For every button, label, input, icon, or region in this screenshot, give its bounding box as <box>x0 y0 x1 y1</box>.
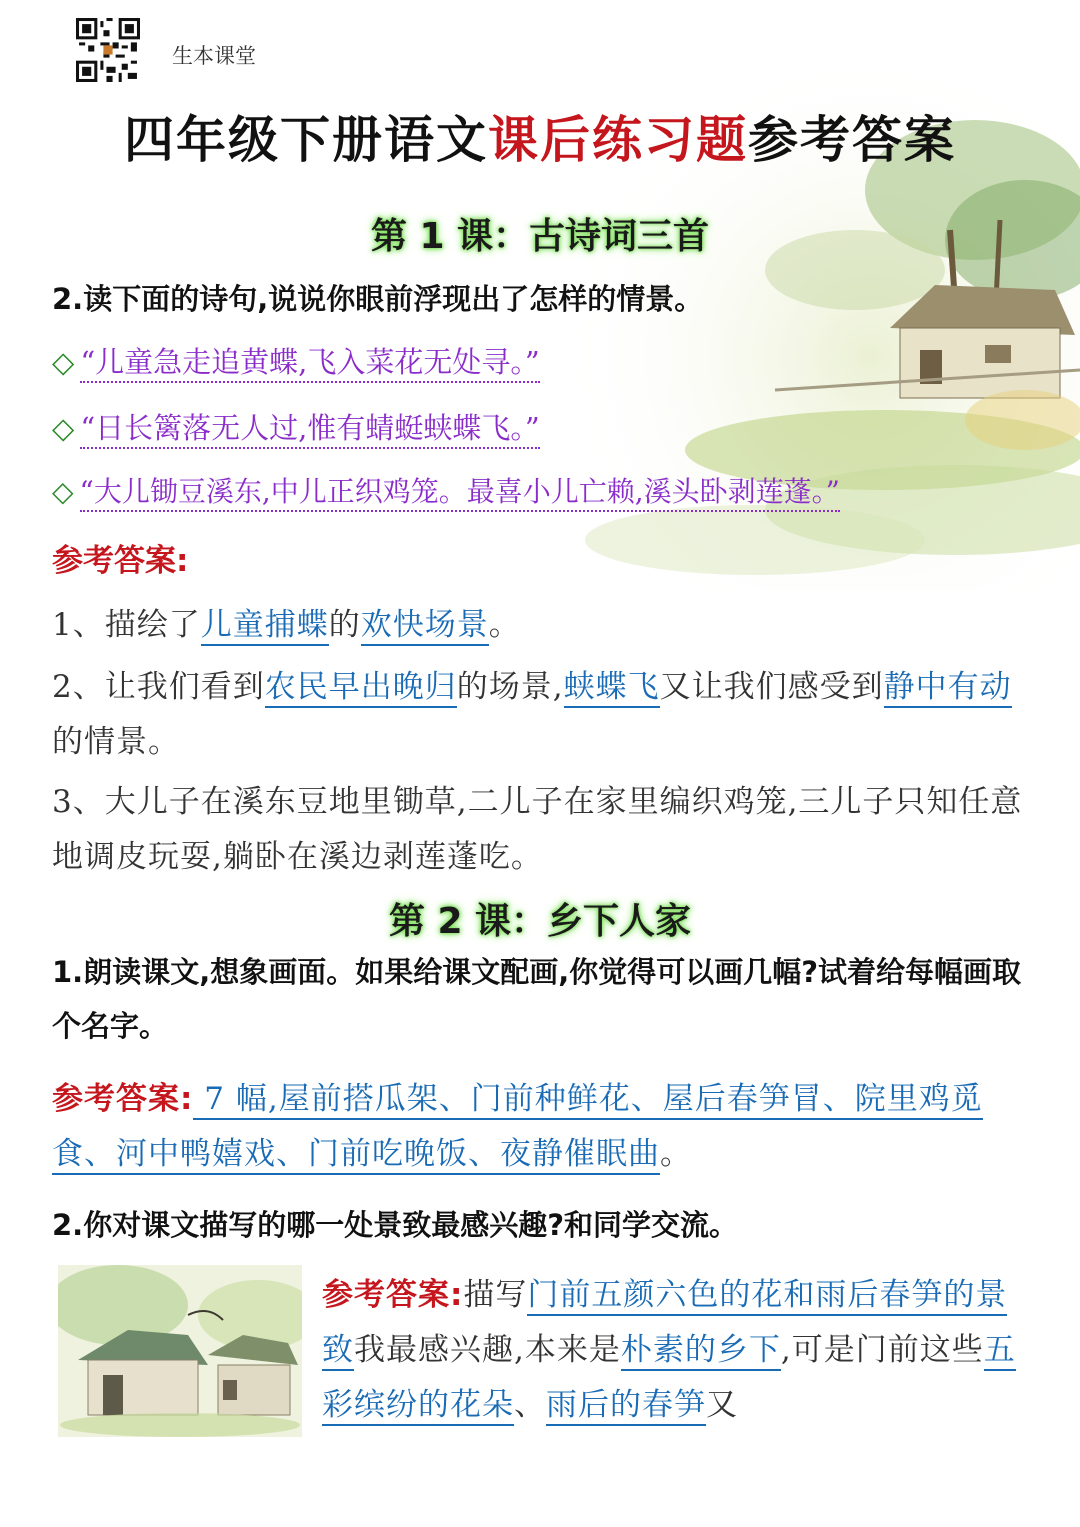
answer-text: 描写 <box>463 1277 528 1313</box>
title-part2: 参考答案 <box>748 111 956 169</box>
answer-text: 我最感兴趣,本来是 <box>354 1332 621 1368</box>
answer-text: 。 <box>660 1136 692 1172</box>
answer-2 <box>52 660 1042 770</box>
poem-text: “日长篱落无人过,惟有蜻蜓蛱蝶飞。” <box>80 411 539 449</box>
diamond-icon: ◇ <box>52 475 74 508</box>
answer-text: ,可是门前这些 <box>780 1332 984 1368</box>
answer-keyword: 雨后的春笋 <box>546 1387 706 1426</box>
diamond-icon: ◇ <box>52 345 75 379</box>
page-title <box>0 100 1080 172</box>
village-illustration <box>58 1265 302 1437</box>
answer-keyword: 蛱蝶飞 <box>564 669 660 708</box>
reference-answer-label: 参考答案: <box>52 1081 194 1117</box>
lesson2-answer-1 <box>52 1072 1042 1182</box>
answer-text: 又 <box>706 1387 738 1423</box>
answer-keyword: 五彩缤纷的花朵 <box>322 1332 1016 1426</box>
lesson1-question: 2.读下面的诗句,说说你眼前浮现出了怎样的情景。 <box>52 282 704 316</box>
diamond-icon: ◇ <box>52 411 75 445</box>
answer-keyword: 朴素的乡下 <box>621 1332 781 1371</box>
title-part1: 四年级下册语文 <box>124 111 488 169</box>
answer-keyword: 农民早出晚归 <box>265 669 457 708</box>
answer-keyword: 儿童捕蝶 <box>201 607 329 646</box>
answer-keyword: 7 幅,屋前搭瓜架、门前种鲜花、屋后春笋冒、院里鸡觅食、河中鸭嬉戏、门前吃晚饭、夜静催眠曲 <box>52 1081 983 1175</box>
answer-3: 3、大儿子在溪东豆地里锄草,二儿子在家里编织鸡笼,三儿子只知任意地调皮玩耍,躺卧在溪边剥莲蓬吃。 <box>52 784 1023 875</box>
lesson2-answer-2 <box>322 1268 1032 1433</box>
reference-answer-label: 参考答案: <box>52 543 189 579</box>
poem-line <box>52 472 840 512</box>
title-highlight: 课后练习题 <box>488 111 748 169</box>
lesson2-heading: 第 2 课：乡下人家 <box>388 901 692 942</box>
answer-text: 的情景。 <box>52 724 180 760</box>
answer-keyword: 门前五颜六色的花和雨后春笋的景致 <box>322 1277 1007 1371</box>
poem-text: “儿童急走追黄蝶,飞入菜花无处寻。” <box>80 345 539 383</box>
lesson1-heading: 第 1 课：古诗词三首 <box>370 216 710 257</box>
answer-keyword: 欢快场景 <box>361 607 489 646</box>
answer-text: 1、描绘了 <box>52 607 201 643</box>
brand-name: 生本课堂 <box>172 44 256 68</box>
poem-line <box>52 342 540 382</box>
answer-text: 、 <box>514 1387 546 1423</box>
reference-answer-label: 参考答案: <box>322 1277 464 1313</box>
lesson2-question-1: 1.朗读课文,想象画面。如果给课文配画,你觉得可以画几幅?试着给每幅画取个名字。 <box>52 955 1022 1043</box>
answer-1 <box>52 598 1042 653</box>
lesson2-question-2: 2.你对课文描写的哪一处景致最感兴趣?和同学交流。 <box>52 1208 739 1242</box>
qr-code <box>76 18 140 82</box>
answer-text: 的场景, <box>456 669 564 705</box>
answer-keyword: 静中有动 <box>884 669 1012 708</box>
answer-text: 。 <box>488 607 521 643</box>
poem-text: “大儿锄豆溪东,中儿正织鸡笼。最喜小儿亡赖,溪头卧剥莲蓬。” <box>80 475 840 512</box>
poem-line <box>52 408 540 448</box>
answer-text: 2、让我们看到 <box>52 669 265 705</box>
answer-text: 又让我们感受到 <box>659 669 884 705</box>
answer-text: 的 <box>328 607 361 643</box>
